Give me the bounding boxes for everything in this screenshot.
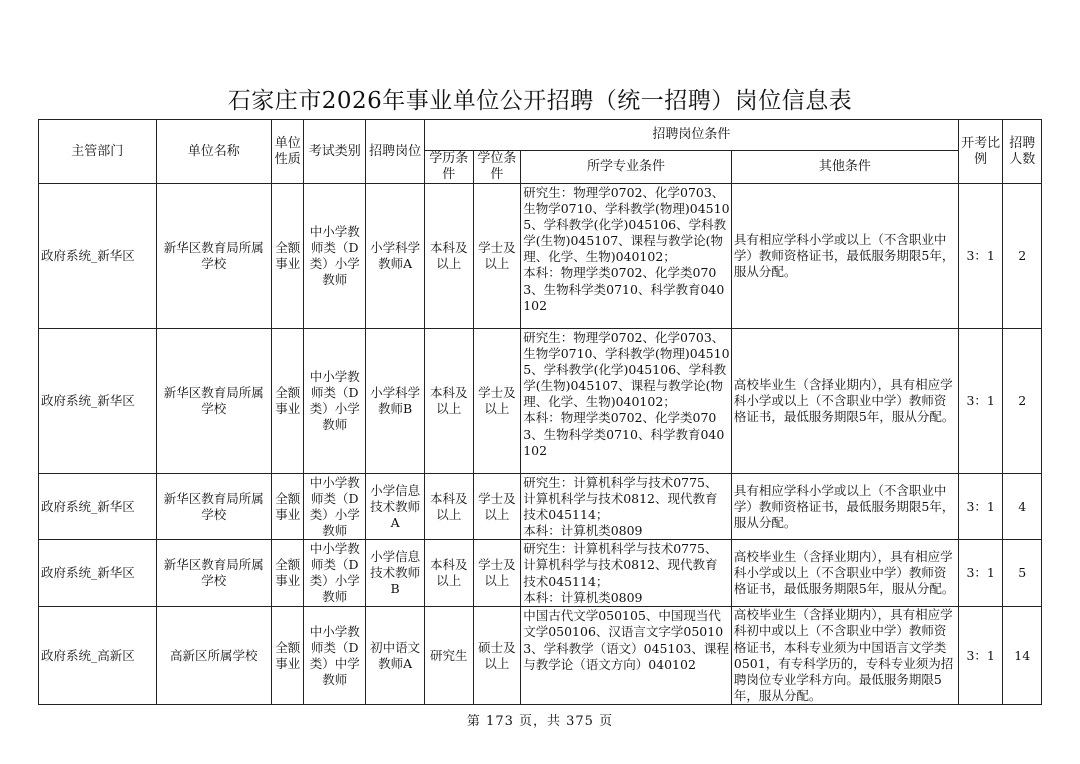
degree-cell: 硕士及以上	[473, 607, 521, 705]
header-other: 其他条件	[731, 151, 958, 184]
major-cell: 研究生：物理学0702、化学0703、生物学0710、学科教学(物理)045105、学科教学(化学)045106、学科教学(生物)045107、课程与教学论(物理、化学、生物)040102； 本科：物理学类0702、化学类0703、生物科学类0710、科学教育040102	[521, 184, 732, 329]
nature-cell: 全额事业	[272, 607, 304, 705]
ratio-cell: 3：1	[958, 607, 1003, 705]
degree-cell: 学士及以上	[473, 540, 521, 607]
count-cell: 2	[1003, 329, 1042, 474]
post-cell: 初中语文教师A	[366, 607, 425, 705]
table-row	[39, 607, 1042, 705]
dept-cell: 政府系统_新华区	[39, 540, 157, 607]
table-row	[39, 540, 1042, 607]
unit-cell: 高新区所属学校	[156, 607, 271, 705]
ratio-cell: 3：1	[958, 540, 1003, 607]
exam-cell: 中小学教师类（D类）小学教师	[304, 540, 366, 607]
page-footer: 第 173 页，共 375 页	[466, 714, 614, 729]
other-cell: 具有相应学科小学或以上（不含职业中学）教师资格证书，最低服务期限5年，服从分配。	[731, 474, 958, 540]
dept-cell: 政府系统_新华区	[39, 474, 157, 540]
count-cell: 5	[1003, 540, 1042, 607]
unit-cell: 新华区教育局所属学校	[156, 540, 271, 607]
post-cell: 小学信息技术教师B	[366, 540, 425, 607]
header-count: 招聘人数	[1003, 120, 1042, 184]
count-cell: 14	[1003, 607, 1042, 705]
unit-cell: 新华区教育局所属学校	[156, 474, 271, 540]
nature-cell: 全额事业	[272, 184, 304, 329]
table-row	[39, 329, 1042, 474]
header-ratio: 开考比例	[958, 120, 1003, 184]
table-row	[39, 184, 1042, 329]
other-cell: 高校毕业生（含择业期内），具有相应学科初中或以上（不含职业中学）教师资格证书，本科专业须为中国语言文学类0501，有专科学历的，专科专业须为招聘岗位专业学科方向。最低服务期限5年，服从分配。	[731, 607, 958, 705]
exam-cell: 中小学教师类（D类）小学教师	[304, 329, 366, 474]
header-dept: 主管部门	[39, 120, 157, 184]
major-cell: 研究生：计算机科学与技术0775、计算机科学与技术0812、现代教育技术045114； 本科：计算机类0809	[521, 540, 732, 607]
dept-cell: 政府系统_高新区	[39, 607, 157, 705]
header-degree: 学位条件	[473, 151, 521, 184]
header-post: 招聘岗位	[366, 120, 425, 184]
exam-cell: 中小学教师类（D类）小学教师	[304, 184, 366, 329]
degree-cell: 学士及以上	[473, 329, 521, 474]
dept-cell: 政府系统_新华区	[39, 184, 157, 329]
major-cell: 研究生：计算机科学与技术0775、计算机科学与技术0812、现代教育技术045114； 本科：计算机类0809	[521, 474, 732, 540]
header-major: 所学专业条件	[521, 151, 732, 184]
degree-cell: 学士及以上	[473, 184, 521, 329]
exam-cell: 中小学教师类（D类）小学教师	[304, 474, 366, 540]
ratio-cell: 3：1	[958, 474, 1003, 540]
header-exam: 考试类别	[304, 120, 366, 184]
other-cell: 具有相应学科小学或以上（不含职业中学）教师资格证书，最低服务期限5年，服从分配。	[731, 184, 958, 329]
header-conditions: 招聘岗位条件	[424, 120, 958, 151]
exam-cell: 中小学教师类（D类）中学教师	[304, 607, 366, 705]
header-nature: 单位性质	[272, 120, 304, 184]
edu-cell: 本科及以上	[424, 540, 473, 607]
count-cell: 2	[1003, 184, 1042, 329]
edu-cell: 本科及以上	[424, 474, 473, 540]
post-cell: 小学科学教师B	[366, 329, 425, 474]
ratio-cell: 3：1	[958, 184, 1003, 329]
degree-cell: 学士及以上	[473, 474, 521, 540]
count-cell: 4	[1003, 474, 1042, 540]
dept-cell: 政府系统_新华区	[39, 329, 157, 474]
post-cell: 小学科学教师A	[366, 184, 425, 329]
nature-cell: 全额事业	[272, 540, 304, 607]
nature-cell: 全额事业	[272, 329, 304, 474]
post-cell: 小学信息技术教师A	[366, 474, 425, 540]
table-row	[39, 474, 1042, 540]
other-cell: 高校毕业生（含择业期内），具有相应学科小学或以上（不含职业中学）教师资格证书，最低服务期限5年，服从分配。	[731, 329, 958, 474]
header-edu: 学历条件	[424, 151, 473, 184]
major-cell: 研究生：物理学0702、化学0703、生物学0710、学科教学(物理)045105、学科教学(化学)045106、学科教学(生物)045107、课程与教学论(物理、化学、生物)040102； 本科：物理学类0702、化学类0703、生物科学类0710、科学教育040102	[521, 329, 732, 474]
other-cell: 高校毕业生（含择业期内），具有相应学科小学或以上（不含职业中学）教师资格证书，最低服务期限5年，服从分配。	[731, 540, 958, 607]
unit-cell: 新华区教育局所属学校	[156, 329, 271, 474]
header-unit: 单位名称	[156, 120, 271, 184]
edu-cell: 研究生	[424, 607, 473, 705]
page-title: 石家庄市2026年事业单位公开招聘（统一招聘）岗位信息表	[227, 88, 853, 114]
nature-cell: 全额事业	[272, 474, 304, 540]
ratio-cell: 3：1	[958, 329, 1003, 474]
major-cell: 中国古代文学050105、中国现当代文学050106、汉语言文字学050103、学科教学（语文）045103、课程与教学论（语文方向）040102	[521, 607, 732, 705]
edu-cell: 本科及以上	[424, 329, 473, 474]
recruitment-table	[38, 119, 1042, 705]
edu-cell: 本科及以上	[424, 184, 473, 329]
unit-cell: 新华区教育局所属学校	[156, 184, 271, 329]
